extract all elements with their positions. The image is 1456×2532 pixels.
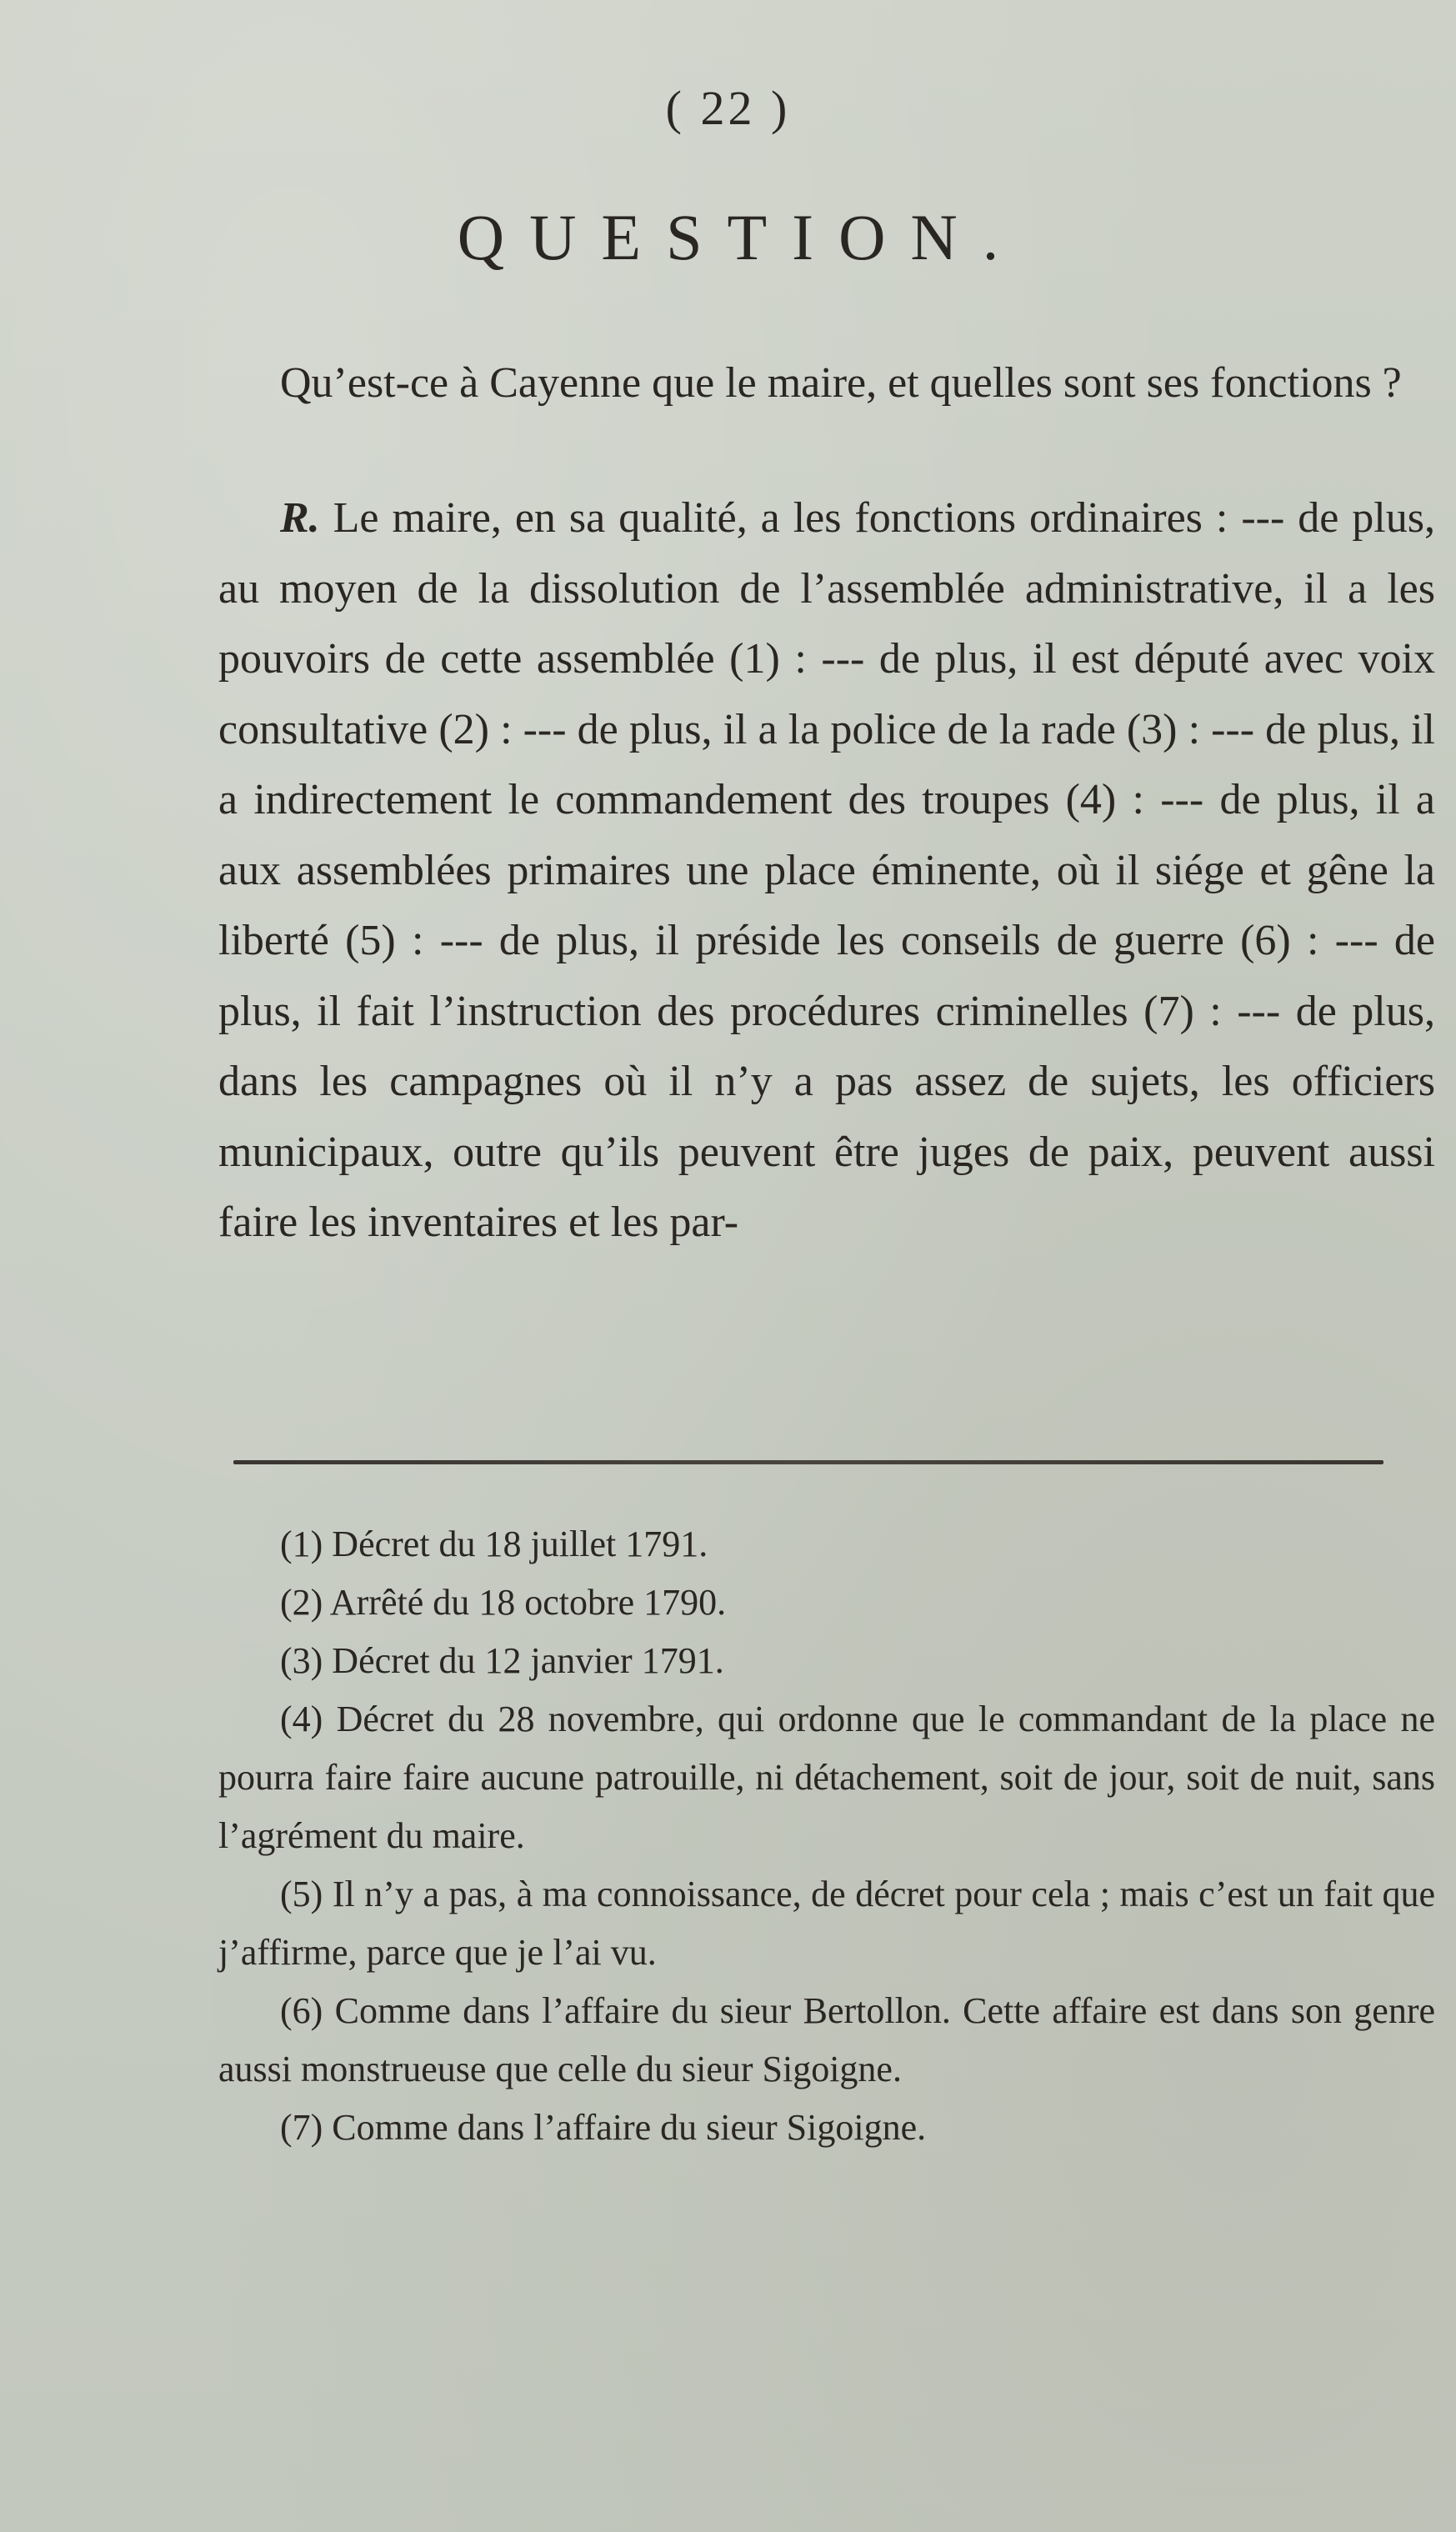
footnote-1: (1) Décret du 18 juillet 1791. — [280, 1524, 708, 1564]
footnote-3: (3) Décret du 12 janvier 1791. — [280, 1640, 724, 1681]
section-heading: QUESTION. — [457, 201, 1024, 273]
page-number: ( 22 ) — [665, 81, 791, 135]
question-paragraph: Qu’est-ce à Cayenne que le maire, et quelles sont ses fonctions ? — [280, 359, 1402, 407]
footnote-7: (7) Comme dans l’affaire du sieur Sigoigne. — [280, 2107, 927, 2148]
footnote-separator-rule — [233, 1460, 1383, 1464]
footnotes-list — [218, 1515, 1435, 2157]
footnote-2: (2) Arrêté du 18 octobre 1790. — [280, 1582, 727, 1623]
answer-marker: R. — [280, 494, 320, 542]
footnote-5: (5) Il n’y a pas, à ma connoissance, de décret pour cela ; mais c’est un fait que j’affirme, parce que je l’ai vu. — [218, 1874, 1435, 1973]
answer-text: Le maire, en sa qualité, a les fonctions ordinaires : --- de plus, au moyen de la dissolution de l’assemblée administrative, il a les pouvoirs de cette assemblée (1) : --- de plus, il est député avec voix consultative (2) : --- de plus, il a la police de la rade (3) : --- de plus, il a indirectement le commandement des troupes (4) : --- de plus, il a aux assemblées primaires une place éminente, où il siége et gêne la liberté (5) : --- de plus, il préside les conseils de guerre (6) : --- de plus, il fait l’instruction des procédures criminelles (7) : --- de plus, dans les campagnes où il n’y a pas assez de sujets, les officiers municipaux, outre qu’ils peuvent être juges de paix, peuvent aussi faire les inventaires et les par- — [218, 494, 1435, 1246]
footnote-6: (6) Comme dans l’affaire du sieur Bertollon. Cette affaire est dans son genre aussi monstrueuse que celle du sieur Sigoigne. — [218, 1990, 1435, 2089]
footnote-4: (4) Décret du 28 novembre, qui ordonne que le commandant de la place ne pourra faire faire aucune patrouille, ni détachement, soit de jour, soit de nuit, sans l’agrément du maire. — [218, 1699, 1435, 1856]
answer-paragraph — [218, 483, 1435, 1258]
